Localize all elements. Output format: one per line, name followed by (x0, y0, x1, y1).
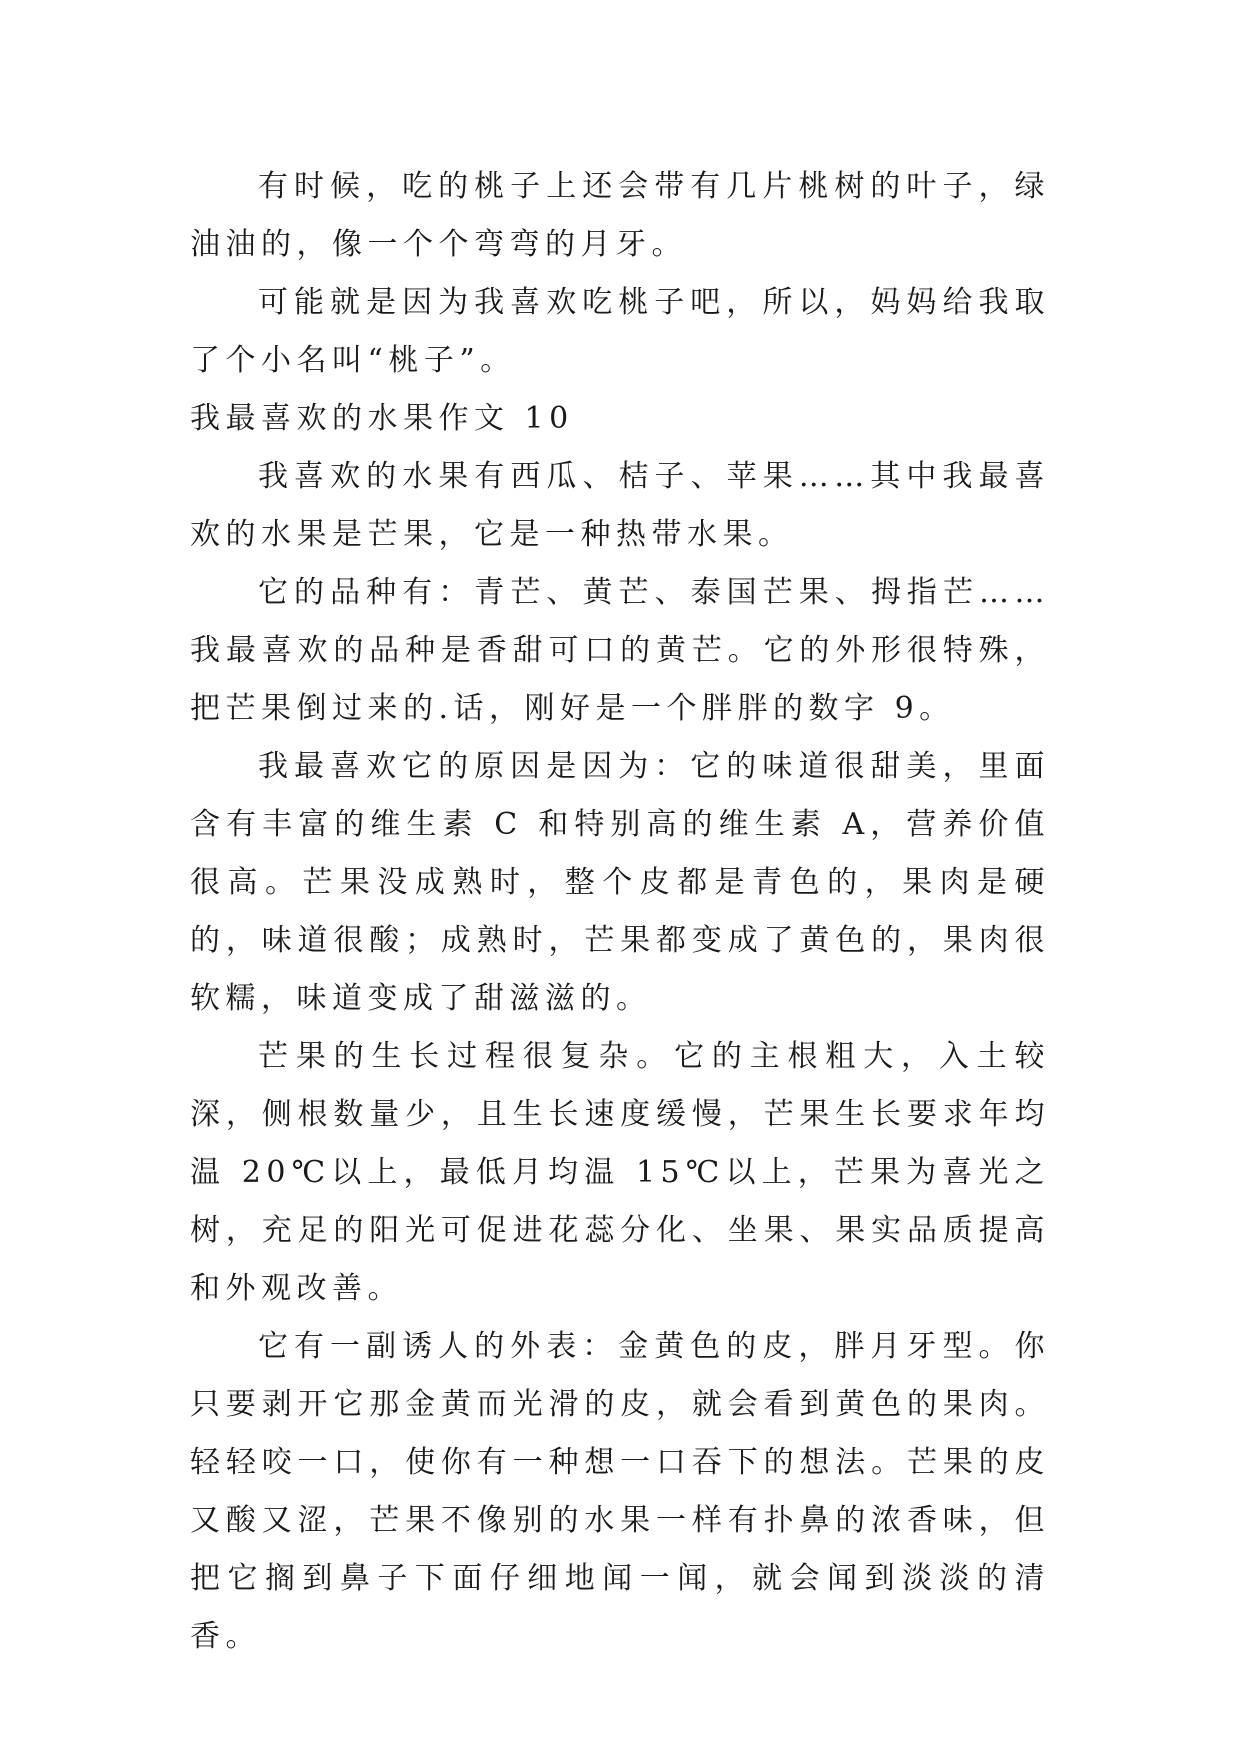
paragraph: 它的品种有：青芒、黄芒、泰国芒果、拇指芒……我最喜欢的品种是香甜可口的黄芒。它的外形很特殊，把芒果倒过来的.话，刚好是一个胖胖的数字 9。 (190, 575, 1050, 726)
paragraph: 它有一副诱人的外表：金黄色的皮，胖月牙型。你只要剥开它那金黄而光滑的皮，就会看到黄色的果肉。轻轻咬一口，使你有一种想一口吞下的想法。芒果的皮又酸又涩，芒果不像别的水果一样有扑鼻的浓香味，但把它搁到鼻子下面仔细地闻一闻，就会闻到淡淡的清香。 (190, 1329, 1050, 1654)
paragraph: 我喜欢的水果有西瓜、桔子、苹果……其中我最喜欢的水果是芒果，它是一种热带水果。 (190, 459, 1050, 552)
document-body (190, 158, 1050, 1666)
paragraph: 有时候，吃的桃子上还会带有几片桃树的叶子，绿油油的，像一个个弯弯的月牙。 (190, 169, 1050, 262)
paragraph: 我最喜欢它的原因是因为：它的味道很甜美，里面含有丰富的维生素 C 和特别高的维生素 A，营养价值很高。芒果没成熟时，整个皮都是青色的，果肉是硬的，味道很酸；成熟时，芒果都变成了黄色的，果肉很软糯，味道变成了甜滋滋的。 (190, 749, 1050, 1016)
section-heading: 我最喜欢的水果作文 10 (190, 401, 574, 436)
paragraph: 芒果的生长过程很复杂。它的主根粗大，入土较深，侧根数量少，且生长速度缓慢，芒果生长要求年均温 20℃以上，最低月均温 15℃以上，芒果为喜光之树，充足的阳光可促进花蕊分化、坐果、果实品质提高和外观改善。 (190, 1039, 1050, 1306)
paragraph: 可能就是因为我喜欢吃桃子吧，所以，妈妈给我取了个小名叫“桃子”。 (190, 285, 1050, 378)
